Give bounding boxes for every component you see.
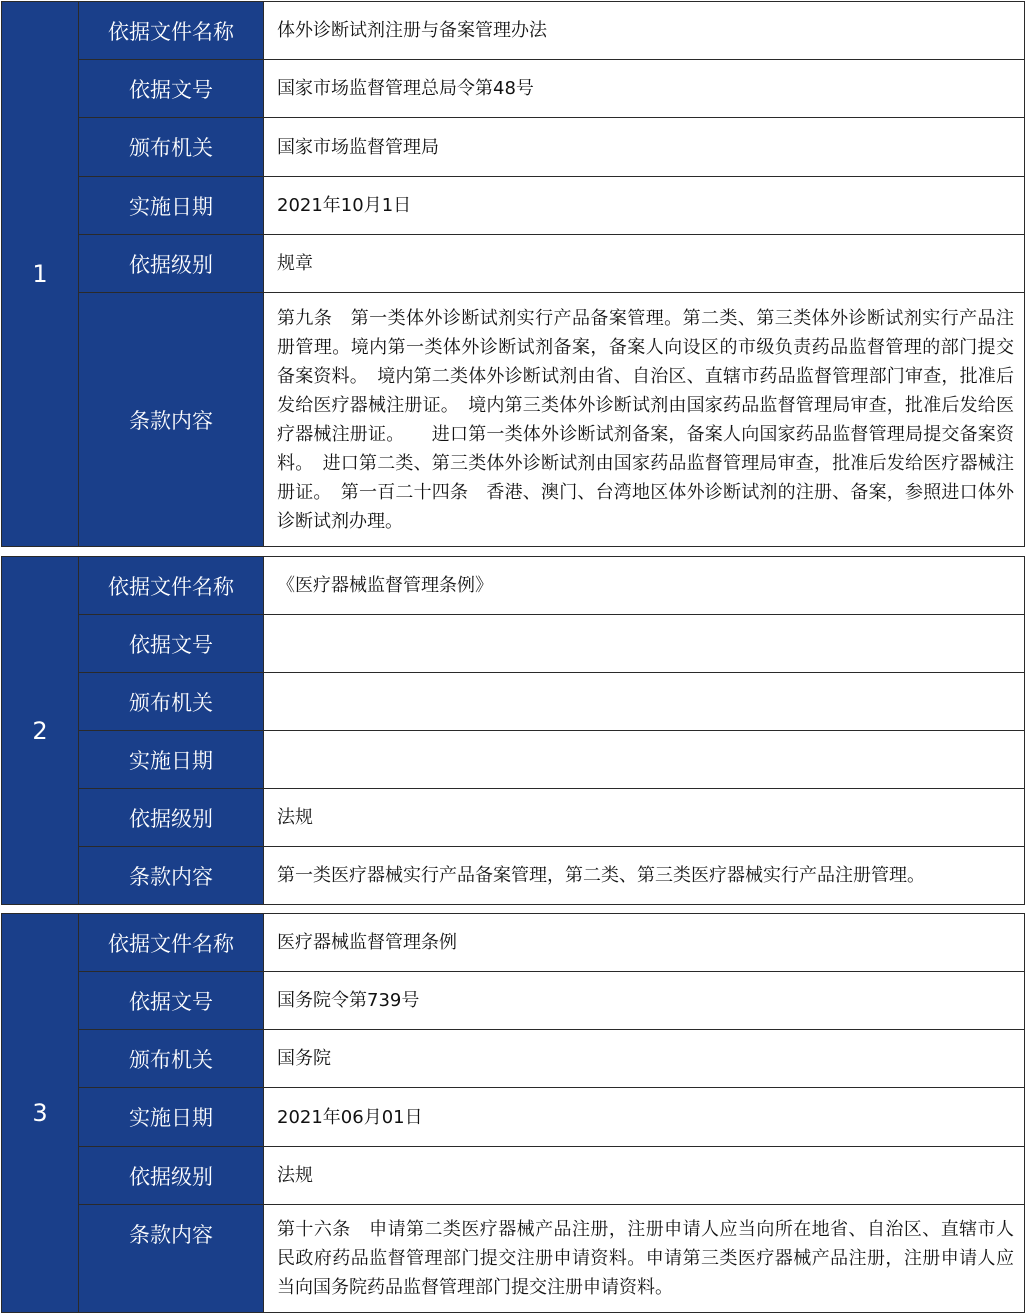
- date-value: [264, 177, 1024, 234]
- date-label: 实施日期: [79, 177, 264, 234]
- content-row: [79, 293, 1024, 546]
- record-block: [1, 1, 1025, 547]
- doc-no-text: 国务院令第739号: [277, 990, 420, 1011]
- content-value: [264, 293, 1024, 546]
- date-text: 2021年06月01日: [277, 1106, 423, 1128]
- record-index: 1: [2, 2, 79, 546]
- issuer-text: 国务院: [277, 1048, 331, 1069]
- issuer-row: [79, 673, 1024, 731]
- record-block: [1, 556, 1025, 905]
- doc-no-label: 依据文号: [79, 60, 264, 117]
- record-block: [1, 913, 1025, 1313]
- date-value: [264, 1088, 1024, 1146]
- date-text: 2021年10月1日: [277, 195, 412, 216]
- issuer-row: [79, 118, 1024, 177]
- issuer-label: 颁布机关: [79, 118, 264, 176]
- doc-name-label: 依据文件名称: [79, 557, 264, 614]
- doc-no-label: 依据文号: [79, 972, 264, 1029]
- doc-name-label: 依据文件名称: [79, 914, 264, 971]
- doc-name-row: [79, 914, 1024, 972]
- doc-no-value: [264, 615, 1024, 672]
- doc-no-value: [264, 60, 1024, 117]
- doc-name-row: [79, 557, 1024, 615]
- date-value: [264, 731, 1024, 788]
- date-row: [79, 177, 1024, 235]
- content-value: [264, 847, 1024, 904]
- level-row: [79, 235, 1024, 293]
- record-rows: [79, 557, 1024, 904]
- level-value: [264, 235, 1024, 292]
- level-value: [264, 1147, 1024, 1204]
- level-row: [79, 1147, 1024, 1205]
- issuer-text: 国家市场监督管理局: [277, 136, 439, 158]
- content-label: 条款内容: [79, 1205, 264, 1312]
- level-label: 依据级别: [79, 1147, 264, 1204]
- level-text: 法规: [277, 1165, 313, 1186]
- doc-name-text: 体外诊断试剂注册与备案管理办法: [277, 20, 547, 41]
- doc-name-value: [264, 914, 1024, 971]
- level-text: 法规: [277, 807, 313, 828]
- doc-name-label: 依据文件名称: [79, 2, 264, 59]
- doc-no-row: [79, 972, 1024, 1030]
- level-label: 依据级别: [79, 235, 264, 292]
- date-label: 实施日期: [79, 1088, 264, 1146]
- issuer-label: 颁布机关: [79, 673, 264, 730]
- doc-name-row: [79, 2, 1024, 60]
- issuer-value: [264, 673, 1024, 730]
- content-text: 第一类医疗器械实行产品备案管理，第二类、第三类医疗器械实行产品注册管理。: [277, 865, 925, 886]
- issuer-label: 颁布机关: [79, 1030, 264, 1087]
- doc-no-text: 国家市场监督管理总局令第48号: [277, 78, 534, 99]
- content-row: [79, 1205, 1024, 1312]
- record-rows: [79, 914, 1024, 1312]
- content-value: [264, 1205, 1024, 1312]
- issuer-row: [79, 1030, 1024, 1088]
- doc-name-value: [264, 2, 1024, 59]
- content-row: [79, 847, 1024, 904]
- content-label: 条款内容: [79, 847, 264, 904]
- doc-no-row: [79, 60, 1024, 118]
- date-label: 实施日期: [79, 731, 264, 788]
- doc-name-value: [264, 557, 1024, 614]
- level-text: 规章: [277, 253, 313, 274]
- content-label: 条款内容: [79, 293, 264, 546]
- doc-no-value: [264, 972, 1024, 1029]
- issuer-value: [264, 118, 1024, 176]
- doc-name-text: 《医疗器械监督管理条例》: [277, 575, 493, 596]
- doc-no-row: [79, 615, 1024, 673]
- date-row: [79, 1088, 1024, 1147]
- record-index: 3: [2, 914, 79, 1312]
- issuer-value: [264, 1030, 1024, 1087]
- level-value: [264, 789, 1024, 846]
- doc-no-label: 依据文号: [79, 615, 264, 672]
- content-text: 第十六条 申请第二类医疗器械产品注册，注册申请人应当向所在地省、自治区、直辖市人民政府药品监督管理部门提交注册申请资料。申请第三类医疗器械产品注册，注册申请人应当向国务院药品监督管理部门提交注册申请资料。: [277, 1219, 1014, 1298]
- doc-name-text: 医疗器械监督管理条例: [277, 932, 457, 953]
- level-row: [79, 789, 1024, 847]
- date-row: [79, 731, 1024, 789]
- record-rows: [79, 2, 1024, 546]
- level-label: 依据级别: [79, 789, 264, 846]
- record-index: 2: [2, 557, 79, 904]
- content-text: 第九条 第一类体外诊断试剂实行产品备案管理。第二类、第三类体外诊断试剂实行产品注册管理。境内第一类体外诊断试剂备案，备案人向设区的市级负责药品监督管理的部门提交备案资料。 境内第二类体外诊断试剂由省、自治区、直辖市药品监督管理部门审查，批准后发给医疗器械注册证。 境内第三类体外诊断试剂由国家药品监督管理局审查，批准后发给医疗器械注册证。 进口第一类体外诊断试剂备案，备案人向国家药品监督管理局提交备案资料。 进口第二类、第三类体外诊断试剂由国家药品监督管理局审查，批准后发给医疗器械注册证。 第一百二十四条 香港、澳门、台湾地区体外诊断试剂的注册、备案，参照进口体外诊断试剂办理。: [277, 307, 1014, 532]
